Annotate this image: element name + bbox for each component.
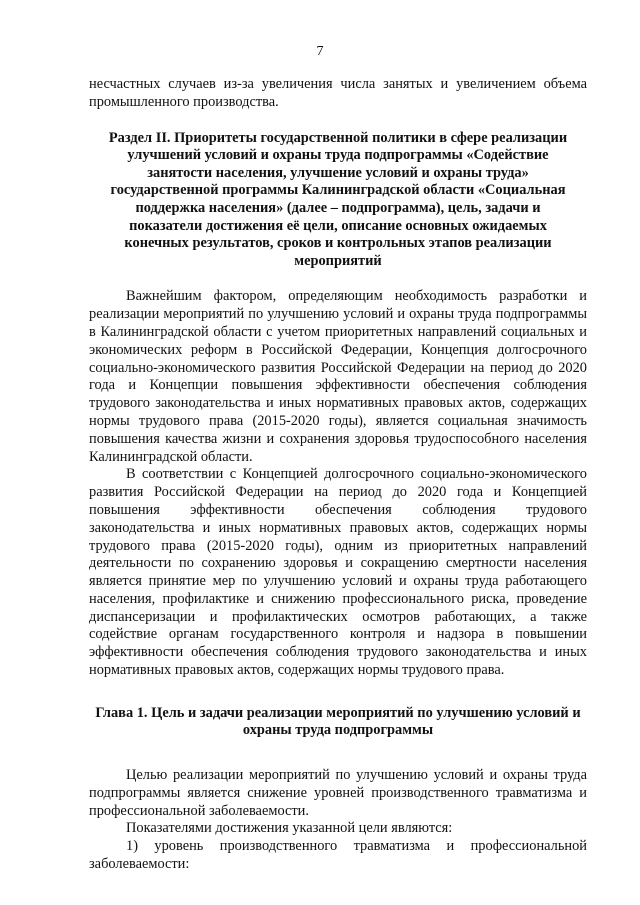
chapter-paragraph-3: 1) уровень производственного травматизма и профессиональной заболеваемости: — [89, 838, 587, 873]
chapter-heading: Глава 1. Цель и задачи реализации мероприятий по улучшению условий и охраны труда подпрограммы — [95, 704, 581, 739]
chapter-paragraph-2: Показателями достижения указанной цели являются: — [126, 820, 453, 837]
section-paragraph-2: В соответствии с Концепцией долгосрочного социально-экономического развития Российской Федерации на период до 2020 года и Концепцией повышения эффективности обеспечения соблюдения трудового законодательства и иных нормативных правовых актов, содержащих нормы трудового права (2015-2020 годы), одним из приоритетных направлений деятельности по сохранению здоровья и сокращению смертности населения является принятие мер по улучшению условий и охраны труда работающего населения, профилактике и снижению профессионального риска, проведение диспансеризации и профилактических осмотров работающих, а также содействие органам государственного контроля и надзора в повышении эффективности обеспечения соблюдения трудового законодательства и иных нормативных правовых актов, содержащих нормы трудового права. — [89, 466, 587, 679]
page-content — [89, 76, 587, 874]
section-heading: Раздел II. Приоритеты государственной политики в сфере реализации улучшений условий и охраны труда подпрограммы «Содействие занятости населения, улучшение условий и охраны труда» государственной программы Калининградской области «Социальная поддержка населения» (далее – подпрограмма), цель, задачи и показатели достижения её цели, описание основных ожидаемых конечных результатов, сроков и контрольных этапов реализации мероприятий — [108, 129, 568, 269]
intro-paragraph: несчастных случаев из-за увеличения числа занятых и увеличением объема промышленного производства. — [89, 76, 587, 110]
section-paragraph-1: Важнейшим фактором, определяющим необходимость разработки и реализации мероприятий по улучшению условий и охраны труда подпрограммы в Калининградской области с учетом приоритетных направлений социальных и экономических реформ в Российской Федерации, Концепция долгосрочного социально-экономического развития Российской Федерации на период до 2020 года и Концепции повышения эффективности обеспечения соблюдения трудового законодательства и иных нормативных правовых актов, содержащих нормы трудового права (2015-2020 годы), является социальная значимость повышения качества жизни и сохранения здоровья трудоспособного населения Калининградской области. — [89, 288, 587, 465]
chapter-paragraph-1: Целью реализации мероприятий по улучшению условий и охраны труда подпрограммы является снижение уровней производственного травматизма и профессиональной заболеваемости. — [89, 767, 587, 819]
page-number: 7 — [316, 44, 324, 59]
